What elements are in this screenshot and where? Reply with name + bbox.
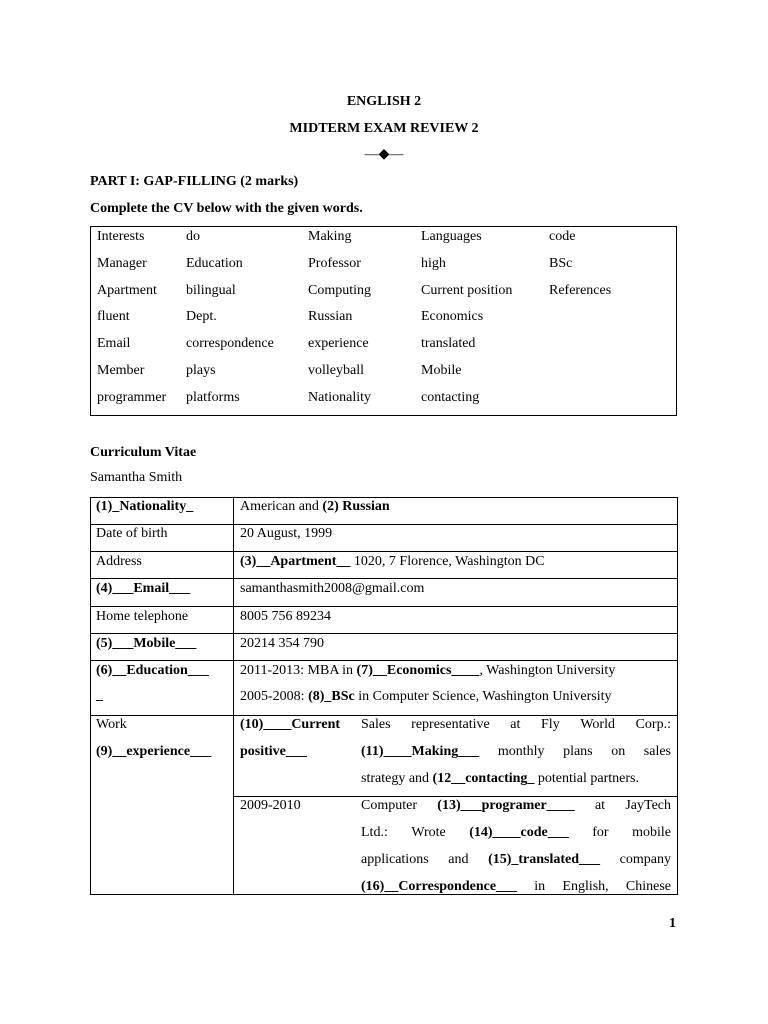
cv-work1-line1 [361, 717, 671, 733]
document-title: ENGLISH 2 [346, 94, 422, 109]
word-bank-word: high [421, 255, 446, 271]
document-subtitle: MIDTERM EXAM REVIEW 2 [289, 121, 479, 136]
word-bank-word: experience [308, 336, 369, 352]
word-bank-row [91, 390, 676, 416]
cv-value-education-bsc: 2005-2008: (8)_BSc in Computer Science, Washington University [240, 689, 612, 704]
word-bank-word: Current position [421, 282, 513, 298]
word-bank-word: Interests [97, 229, 145, 244]
word-bank-word: Nationality [308, 389, 371, 405]
cv-table [90, 497, 678, 895]
justified-word: plans [563, 744, 593, 759]
word-bank-word: plays [186, 363, 216, 378]
cv-work2-line4: (16)__Correspondence___ in English, Chinese [361, 879, 671, 894]
cv-heading: Curriculum Vitae [90, 445, 197, 460]
word-bank-row [91, 336, 676, 362]
cv-work1-line3: strategy and (12__contacting_ potential partners. [361, 771, 639, 786]
justified-word: Fly [541, 717, 560, 732]
word-bank-word: BSc [549, 255, 573, 271]
word-bank-word: contacting [421, 389, 480, 405]
word-bank-word: programmer [97, 389, 167, 405]
word-bank-word: do [186, 229, 200, 244]
word-bank-row [91, 363, 676, 389]
word-bank-word: References [549, 282, 612, 298]
cv-label-mobile: (5)___Mobile___ [96, 636, 197, 651]
cv-label-education: (6)__Education___ [96, 663, 209, 678]
word-bank-word: Manager [97, 255, 147, 271]
cv-work2-line3: applications and (15)_translated___ company [361, 852, 671, 867]
justified-word: sales [643, 744, 671, 759]
justified-word: Sales [361, 717, 391, 732]
cv-value-dob: 20 August, 1999 [240, 526, 333, 541]
word-bank-word: code [549, 229, 576, 244]
word-bank-row [91, 309, 676, 335]
ornament-divider: —◆— [364, 147, 404, 162]
justified-word: monthly [497, 744, 545, 759]
word-bank-row [91, 229, 676, 255]
cv-value-education-mba: 2011-2013: MBA in (7)__Economics____, Washington University [240, 663, 616, 678]
word-bank-word: Dept. [186, 309, 217, 325]
justified-word: on [611, 744, 626, 759]
word-bank-row [91, 256, 676, 282]
cv-label-address: Address [96, 554, 142, 569]
cv-value-address: (3)__Apartment__ 1020, 7 Florence, Washington DC [240, 554, 545, 569]
cv-label-email: (4)___Email___ [96, 581, 191, 596]
part1-instruction: Complete the CV below with the given words. [90, 201, 363, 216]
word-bank-word: Russian [308, 309, 353, 325]
cv-work2-line1: Computer (13)___programer____ at JayTech [361, 798, 671, 813]
cv-label-experience: (9)__experience___ [96, 744, 212, 759]
cv-label-work: Work [96, 717, 127, 732]
page-number: 1 [669, 916, 676, 931]
word-bank-table [90, 226, 677, 416]
word-bank-word: Education [186, 255, 243, 271]
cv-work2-line2: Ltd.: Wrote (14)____code___ for mobile [361, 825, 671, 840]
cv-value-nationality: American and (2) Russian [240, 499, 390, 514]
cv-work1-position-label-2: positive___ [240, 744, 307, 759]
cv-work1-line2: (11)____Making___ monthly plans on sales [361, 744, 671, 759]
word-bank-row [91, 283, 676, 309]
cv-label-education-tail: _ [96, 688, 103, 703]
word-bank-word: correspondence [186, 336, 274, 352]
justified-word: World [580, 717, 615, 732]
cv-label-dob: Date of birth [96, 526, 168, 541]
word-bank-word: Making [308, 229, 352, 244]
part1-heading: PART I: GAP-FILLING (2 marks) [90, 174, 299, 189]
cv-value-mobile: 20214 354 790 [240, 636, 324, 651]
word-bank-word: Professor [308, 255, 361, 271]
word-bank-word: Apartment [97, 282, 157, 298]
word-bank-word: Languages [421, 229, 482, 244]
word-bank-word: Member [97, 363, 145, 378]
word-bank-word: volleyball [308, 363, 364, 378]
cv-work1-position-label: (10)____Current [240, 717, 341, 732]
word-bank-word: Economics [421, 309, 484, 325]
word-bank-word: Email [97, 336, 131, 352]
word-bank-word: bilingual [186, 282, 236, 298]
cv-value-home-telephone: 8005 756 89234 [240, 609, 331, 624]
justified-word: representative [411, 717, 490, 732]
justified-word: Corp.: [635, 717, 671, 732]
word-bank-word: fluent [97, 309, 130, 325]
word-bank-word: Mobile [421, 363, 462, 378]
cv-label-home-telephone: Home telephone [96, 609, 189, 624]
cv-label-nationality: (1)_Nationality_ [96, 499, 194, 514]
word-bank-word: translated [421, 336, 476, 352]
cv-value-email: samanthasmith2008@gmail.com [240, 581, 425, 596]
justified-word: at [510, 717, 521, 732]
word-bank-word: Computing [308, 282, 372, 298]
word-bank-word: platforms [186, 389, 240, 405]
cv-work2-date: 2009-2010 [240, 798, 301, 813]
cv-name: Samantha Smith [90, 470, 183, 485]
